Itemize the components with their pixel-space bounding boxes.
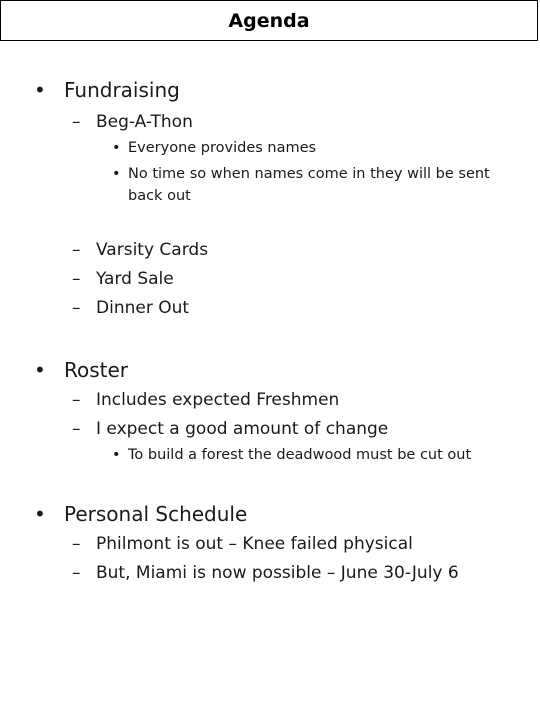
bullet-icon: • (112, 166, 121, 182)
item-varsity-cards: Varsity Cards (96, 240, 209, 260)
item-beg-a-thon: Beg-A-Thon (96, 112, 193, 132)
item-miami: But, Miami is now possible – June 30-July 6 (96, 563, 459, 583)
item-yard-sale: Yard Sale (96, 269, 174, 289)
item-philmont: Philmont is out – Knee failed physical (96, 534, 413, 554)
section-roster: Roster (64, 358, 129, 382)
section-fundraising: Fundraising (64, 78, 180, 102)
dash-icon: – (72, 419, 81, 439)
dash-icon: – (72, 298, 81, 318)
section-personal-schedule: Personal Schedule (64, 502, 248, 526)
bullet-icon: • (34, 502, 46, 526)
subitem-everyone-provides-names: Everyone provides names (128, 140, 317, 156)
dash-icon: – (72, 390, 81, 410)
dash-icon: – (72, 269, 81, 289)
title-bar (0, 0, 538, 41)
subitem-no-time: No time so when names come in they will be sent back out (128, 166, 490, 204)
dash-icon: – (72, 112, 81, 132)
item-expect-change: I expect a good amount of change (96, 419, 389, 439)
dash-icon: – (72, 563, 81, 583)
item-dinner-out: Dinner Out (96, 298, 190, 318)
bullet-icon: • (112, 447, 121, 463)
bullet-icon: • (34, 358, 46, 382)
item-includes-expected-freshmen: Includes expected Freshmen (96, 390, 340, 410)
bullet-icon: • (34, 78, 46, 102)
bullet-icon: • (112, 140, 121, 156)
subitem-forest-deadwood: To build a forest the deadwood must be cut out (128, 447, 472, 463)
slide-title: Agenda (228, 9, 310, 32)
dash-icon: – (72, 240, 81, 260)
dash-icon: – (72, 534, 81, 554)
